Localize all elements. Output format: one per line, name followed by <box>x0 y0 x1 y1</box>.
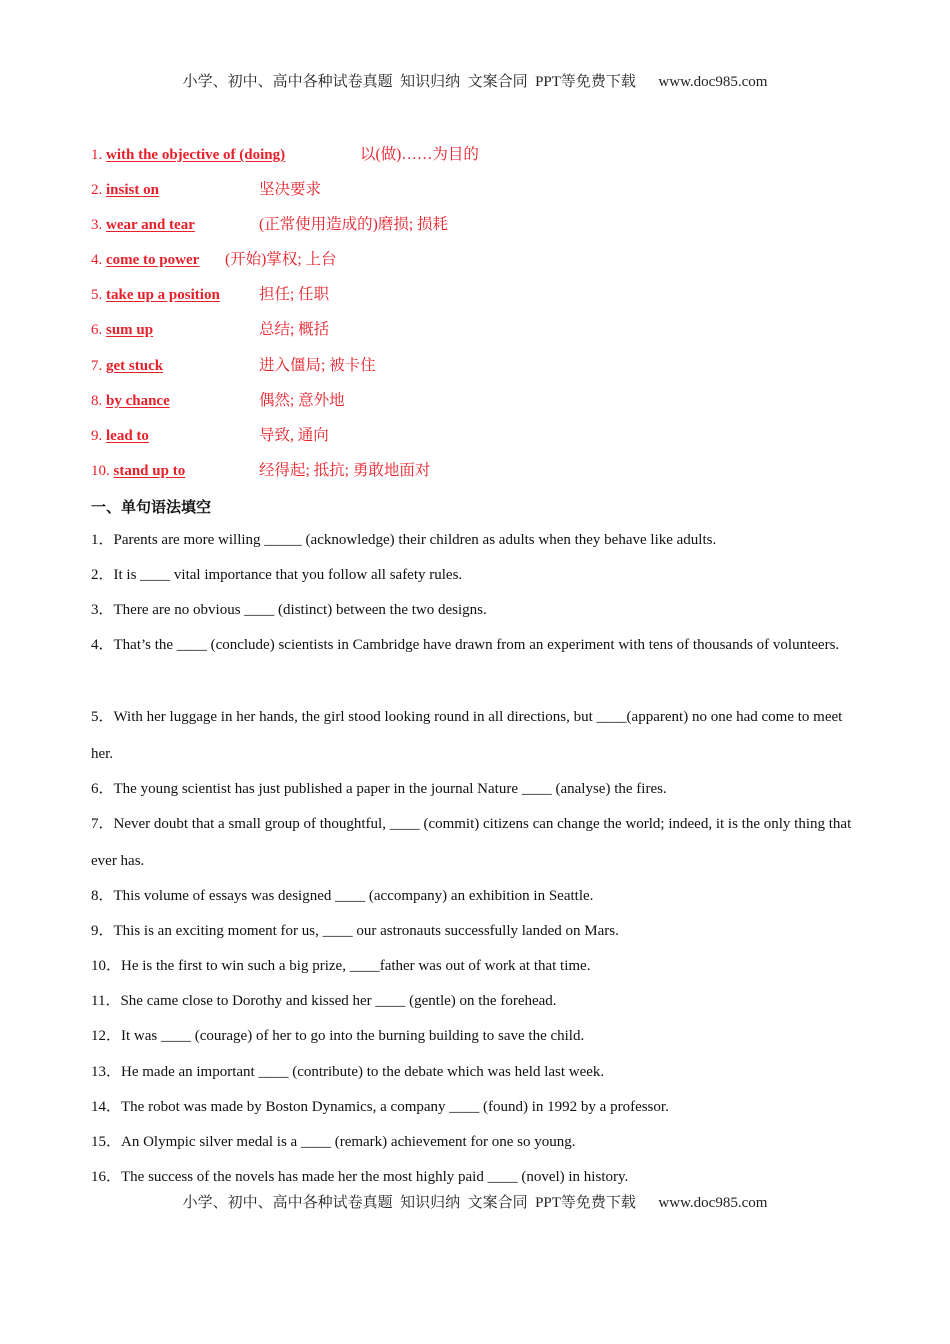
question-item: 4．That’s the ____ (conclude) scientists in Cambridge have drawn from an experiment with tens of thousands of volunteers. <box>91 637 840 653</box>
phrase-term: stand up to <box>113 463 186 479</box>
section-title: 一、单句语法填空 <box>91 498 212 516</box>
phrase-item <box>91 283 330 307</box>
phrase-number: 6. <box>91 322 106 338</box>
phrase-item <box>91 248 337 272</box>
question-item: 2．It is ____ vital importance that you follow all safety rules. <box>91 567 463 583</box>
phrase-item <box>91 424 329 448</box>
phrase-term: wear and tear <box>106 217 195 233</box>
question-item: 10．He is the first to win such a big prize, ____father was out of work at that time. <box>91 958 591 974</box>
phrase-number: 5. <box>91 287 106 303</box>
phrase-meaning: 担任; 任职 <box>259 286 330 303</box>
phrase-meaning: 偶然; 意外地 <box>259 392 345 409</box>
phrase-term: lead to <box>106 428 149 444</box>
phrase-number: 8. <box>91 393 106 409</box>
phrase-meaning: 总结; 概括 <box>259 321 330 338</box>
phrase-number: 10. <box>91 463 114 479</box>
phrase-term: with the objective of (doing) <box>106 147 286 163</box>
question-item: 1．Parents are more willing _____ (acknowledge) their children as adults when they behave like adults. <box>91 532 717 548</box>
phrase-meaning: 经得起; 抵抗; 勇敢地面对 <box>259 462 431 479</box>
phrase-item <box>91 318 330 342</box>
page-footer: 小学、初中、高中各种试卷真题 知识归纳 文案合同 PPT等免费下载 www.doc985.com <box>182 1195 768 1211</box>
phrase-meaning: (正常使用造成的)磨损; 损耗 <box>259 216 449 233</box>
question-item: 3．There are no obvious ____ (distinct) between the two designs. <box>91 602 487 618</box>
phrase-term: sum up <box>106 322 154 338</box>
phrase-meaning: (开始)掌权; 上台 <box>225 251 337 268</box>
phrase-item <box>91 389 345 413</box>
phrase-number: 4. <box>91 252 106 268</box>
phrase-item <box>91 143 479 167</box>
question-item: 9．This is an exciting moment for us, ____ our astronauts successfully landed on Mars. <box>91 923 619 939</box>
question-item: 13．He made an important ____ (contribute) to the debate which was held last week. <box>91 1064 605 1080</box>
phrase-term: come to power <box>106 252 200 268</box>
question-item: 14．The robot was made by Boston Dynamics, a company ____ (found) in 1992 by a professor. <box>91 1099 669 1115</box>
question-item: 6．The young scientist has just published a paper in the journal Nature ____ (analyse) the fires. <box>91 781 667 797</box>
phrase-number: 2. <box>91 182 106 198</box>
question-item: 7．Never doubt that a small group of thoughtful, ____ (commit) citizens can change the world; indeed, it is the only thing that ever has. <box>91 816 852 869</box>
phrase-item <box>91 459 431 483</box>
question-item: 15．An Olympic silver medal is a ____ (remark) achievement for one so young. <box>91 1134 576 1150</box>
phrase-term: insist on <box>106 182 159 198</box>
question-item: 5．With her luggage in her hands, the girl stood looking round in all directions, but ____(apparent) no one had come to meet her. <box>91 709 843 762</box>
phrase-meaning: 坚决要求 <box>259 181 322 198</box>
question-item: 11．She came close to Dorothy and kissed her ____ (gentle) on the forehead. <box>91 993 557 1009</box>
phrase-number: 3. <box>91 217 106 233</box>
phrase-meaning: 以(做)……为目的 <box>360 146 479 163</box>
question-item: 12．It was ____ (courage) of her to go into the burning building to save the child. <box>91 1028 585 1044</box>
phrase-item <box>91 213 449 237</box>
phrase-meaning: 导致, 通向 <box>259 427 329 444</box>
phrase-number: 9. <box>91 428 106 444</box>
phrase-term: take up a position <box>106 287 220 303</box>
question-item: 16．The success of the novels has made her the most highly paid ____ (novel) in history. <box>91 1169 629 1185</box>
phrase-number: 1. <box>91 147 106 163</box>
phrase-term: get stuck <box>106 358 164 374</box>
phrase-meaning: 进入僵局; 被卡住 <box>259 357 376 374</box>
phrase-number: 7. <box>91 358 106 374</box>
phrase-item <box>91 354 376 378</box>
page-header: 小学、初中、高中各种试卷真题 知识归纳 文案合同 PPT等免费下载 www.doc985.com <box>182 74 768 90</box>
question-item: 8．This volume of essays was designed ____ (accompany) an exhibition in Seattle. <box>91 888 594 904</box>
phrase-term: by chance <box>106 393 170 409</box>
phrase-item <box>91 178 322 202</box>
